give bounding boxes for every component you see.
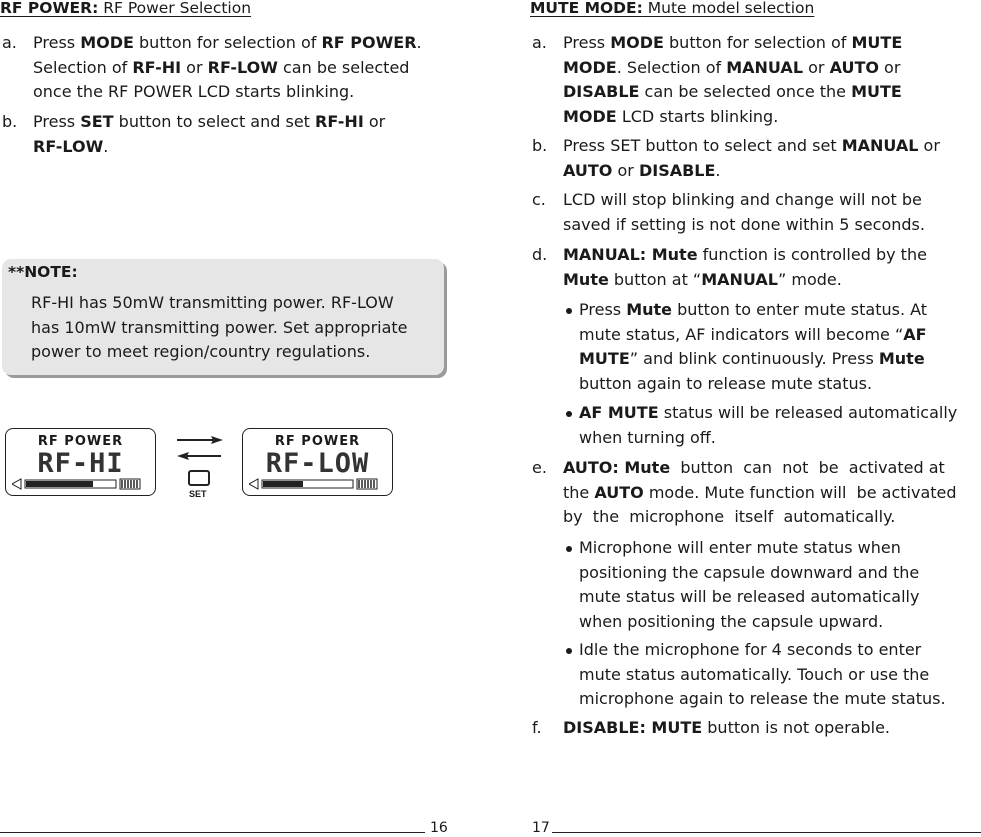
mute-step-c-label: c. (532, 190, 546, 209)
set-button-icon (189, 471, 209, 485)
mute-step-d-label: d. (532, 245, 548, 264)
lcd-rf-low-value: RF-LOW (265, 448, 370, 479)
bullet-dot-icon (566, 546, 572, 552)
mute-step-a-label: a. (532, 33, 547, 52)
mute-step-e-label: e. (532, 458, 547, 477)
mute-step-e-text: AUTO: Mute button can not be activated at the AUTO mode. Mute function will be activated by the microphone itself automatically. (563, 458, 957, 526)
mute-step-f-label: f. (532, 718, 542, 737)
set-button-label: SET (189, 489, 207, 499)
note-body (31, 291, 441, 365)
rf-power-heading (0, 0, 251, 17)
note-line: power to meet region/country regulations. (31, 342, 371, 361)
mute-step-b-text: Press SET button to select and set MANUAL or AUTO or DISABLE. (563, 136, 940, 180)
bullet-dot-icon (566, 411, 572, 417)
mute-step-d-text: MANUAL: Mute function is controlled by the Mute button at “MANUAL” mode. (563, 245, 927, 289)
mute-step-a-text: Press MODE button for selection of MUTE MODE. Selection of MANUAL or AUTO or DISABLE can be selected once the MUTE MODE LCD starts blinking. (563, 33, 903, 126)
bullet-item (579, 298, 981, 398)
lcd-rf-low (242, 428, 393, 496)
mute-step-c-text: LCD will stop blinking and change will not be saved if setting is not done within 5 seconds. (563, 190, 925, 234)
rf-step-a (2, 31, 457, 106)
mute-step-f (532, 716, 981, 741)
rf-step-b-text: Press SET button to select and set RF-HI or RF-LOW. (33, 112, 386, 156)
mute-step-a (532, 31, 981, 131)
bullet-item (579, 638, 981, 713)
note-line: has 10mW transmitting power. Set appropriate (31, 317, 408, 337)
mute-step-f-text: DISABLE: MUTE button is not operable. (563, 718, 890, 737)
lcd-rf-low-caption: RF POWER (274, 434, 361, 449)
bullet-text: Press Mute button to enter mute status. At mute status, AF indicators will become “AF MUTE” and blink continuously. Press Mute button again to release mute status. (579, 300, 928, 393)
mute-step-b-label: b. (532, 136, 548, 155)
mute-step-e (532, 456, 981, 531)
lcd-rf-hi-caption: RF POWER (37, 434, 124, 449)
note-box (2, 259, 444, 375)
right-arrow-icon (177, 436, 223, 444)
bullet-dot-icon (566, 648, 572, 654)
footer-rule-right (552, 832, 981, 833)
note-line: RF-HI has 50mW transmitting power. RF-LOW (31, 293, 394, 312)
lcd-rf-hi-value: RF-HI (37, 448, 124, 479)
rf-power-heading-bold: RF POWER: (0, 0, 99, 17)
page-number-left: 16 (430, 820, 448, 836)
bullet-dot-icon (566, 308, 572, 314)
rf-level-meter-icon (12, 478, 146, 490)
mute-mode-heading (530, 0, 814, 17)
mute-mode-heading-bold: MUTE MODE: (530, 0, 643, 17)
bullet-text: Idle the microphone for 4 seconds to enter mute status automatically. Touch or use the microphone again to release the mute status. (579, 640, 946, 708)
footer-rule-left (0, 832, 425, 833)
rf-power-heading-rest: RF Power Selection (98, 0, 252, 17)
page-number-right: 17 (532, 820, 550, 836)
mute-mode-heading-rest: Mute model selection (642, 0, 815, 17)
mute-step-d (532, 243, 981, 293)
bullet-item (579, 401, 981, 451)
bullet-item (579, 536, 981, 636)
rf-step-a-text: Press MODE button for selection of RF POWER. Selection of RF-HI or RF-LOW can be selected once the RF POWER LCD starts blinking. (33, 33, 422, 101)
rf-step-a-label: a. (2, 33, 17, 52)
lcd-rf-hi (5, 428, 156, 496)
note-title: **NOTE: (8, 263, 78, 281)
bullet-text: Microphone will enter mute status when positioning the capsule downward and the mute status will be released automatically when positioning the capsule upward. (579, 538, 920, 631)
mute-step-c (532, 188, 981, 238)
left-arrow-icon (177, 452, 221, 460)
rf-step-b (2, 110, 457, 160)
rf-step-b-label: b. (2, 112, 18, 131)
bullet-text: AF MUTE status will be released automatically when turning off. (579, 403, 958, 447)
mute-step-b (532, 134, 981, 184)
rf-level-meter-icon (249, 478, 383, 490)
